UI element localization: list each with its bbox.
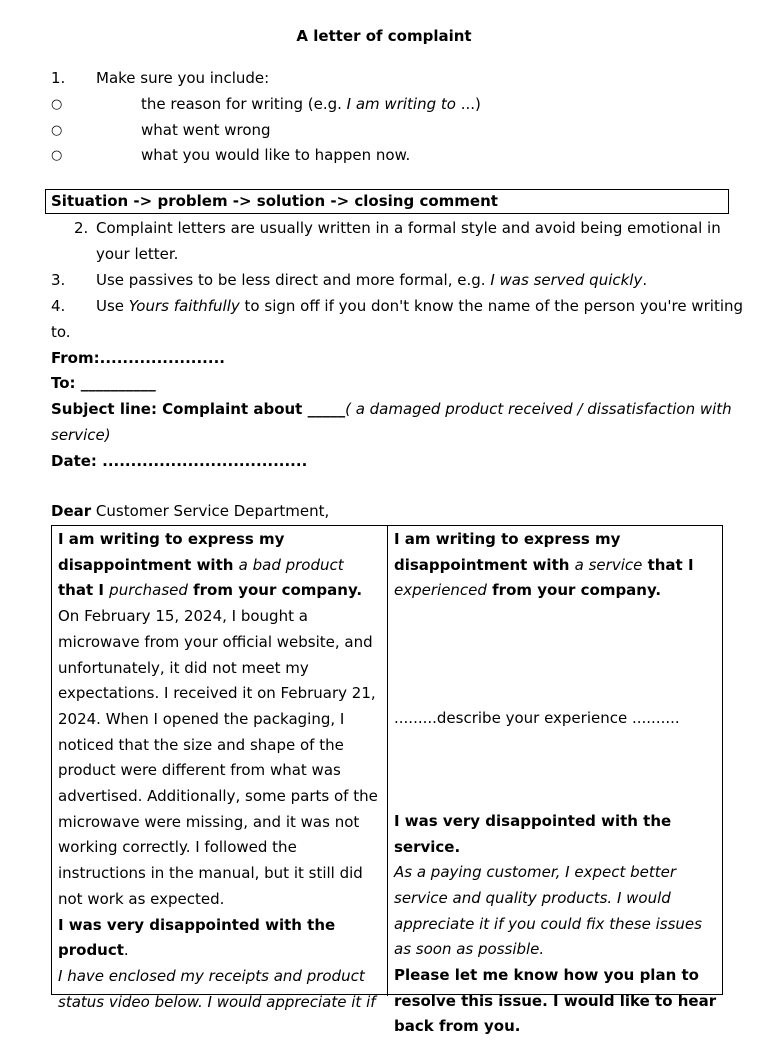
document-title: A letter of complaint (296, 27, 472, 45)
product-disappointed: I was very disappointed with the product. (58, 915, 336, 960)
bullet-item-happen: what you would like to happen now. (141, 146, 411, 164)
service-closing: Please let me know how you plan to resolve this issue. I would like to hear back from you. (394, 966, 717, 1036)
point-1-number: 1. (51, 69, 66, 87)
subject-line: Subject line: Complaint about _____( a damaged product received / dissatisfaction with (51, 400, 732, 418)
point-4-wrap: to. (51, 323, 71, 341)
subject-line-wrap: service) (51, 426, 111, 444)
salutation: Dear Customer Service Department, (51, 502, 330, 520)
bullet-item-reason: the reason for writing (e.g. I am writing to ...) (141, 95, 481, 113)
point-2-number: 2. (74, 219, 89, 237)
structure-box: Situation -> problem -> solution -> closing comment (45, 189, 729, 214)
point-4-number: 4. (51, 297, 66, 315)
product-complaint-column (52, 526, 388, 1011)
bullet-icon: ○ (51, 97, 63, 112)
service-expectation: As a paying customer, I expect better service and quality products. I would appreciate it if you could fix these issues as soon as possible. (394, 863, 702, 959)
service-describe-placeholder: .........describe your experience .......... (394, 709, 680, 728)
to-field: To: __________ (51, 374, 156, 392)
service-opening: I am writing to express my disappointment with a service that I experienced from your company. (394, 530, 694, 600)
product-closing: I have enclosed my receipts and product status video below. I would appreciate it if (58, 966, 376, 1011)
product-body: On February 15, 2024, I bought a microwave from your official website, and unfortunately, it did not meet my expectations. I received it on February 21, 2024. When I opened the packaging, I noticed that the size and shape of the product were different from what was advertised. Additionally, some parts of the microwave were missing, and it was not working correctly. I followed the instructions in the manual, but it still did not work as expected. (58, 607, 378, 908)
product-opening: I am writing to express my disappointment with a bad product that I purchased from your company. (58, 530, 363, 600)
point-4-text: Use Yours faithfully to sign off if you don't know the name of the person you're writing (96, 297, 744, 315)
point-3-text: Use passives to be less direct and more formal, e.g. I was served quickly. (96, 271, 648, 289)
service-disappointed: I was very disappointed with the service. (394, 811, 672, 856)
point-2-line-2: your letter. (96, 245, 179, 263)
point-2-line-1: Complaint letters are usually written in a formal style and avoid being emotional in (96, 219, 721, 237)
point-3-number: 3. (51, 271, 66, 289)
from-field: From:...................... (51, 349, 225, 367)
point-1-text: Make sure you include: (96, 69, 270, 87)
bullet-icon: ○ (51, 148, 63, 163)
bullet-icon: ○ (51, 123, 63, 138)
bullet-item-wrong: what went wrong (141, 121, 271, 139)
letter-template-table (51, 525, 723, 1036)
date-field: Date: .................................... (51, 452, 308, 470)
service-complaint-column (388, 526, 723, 1036)
